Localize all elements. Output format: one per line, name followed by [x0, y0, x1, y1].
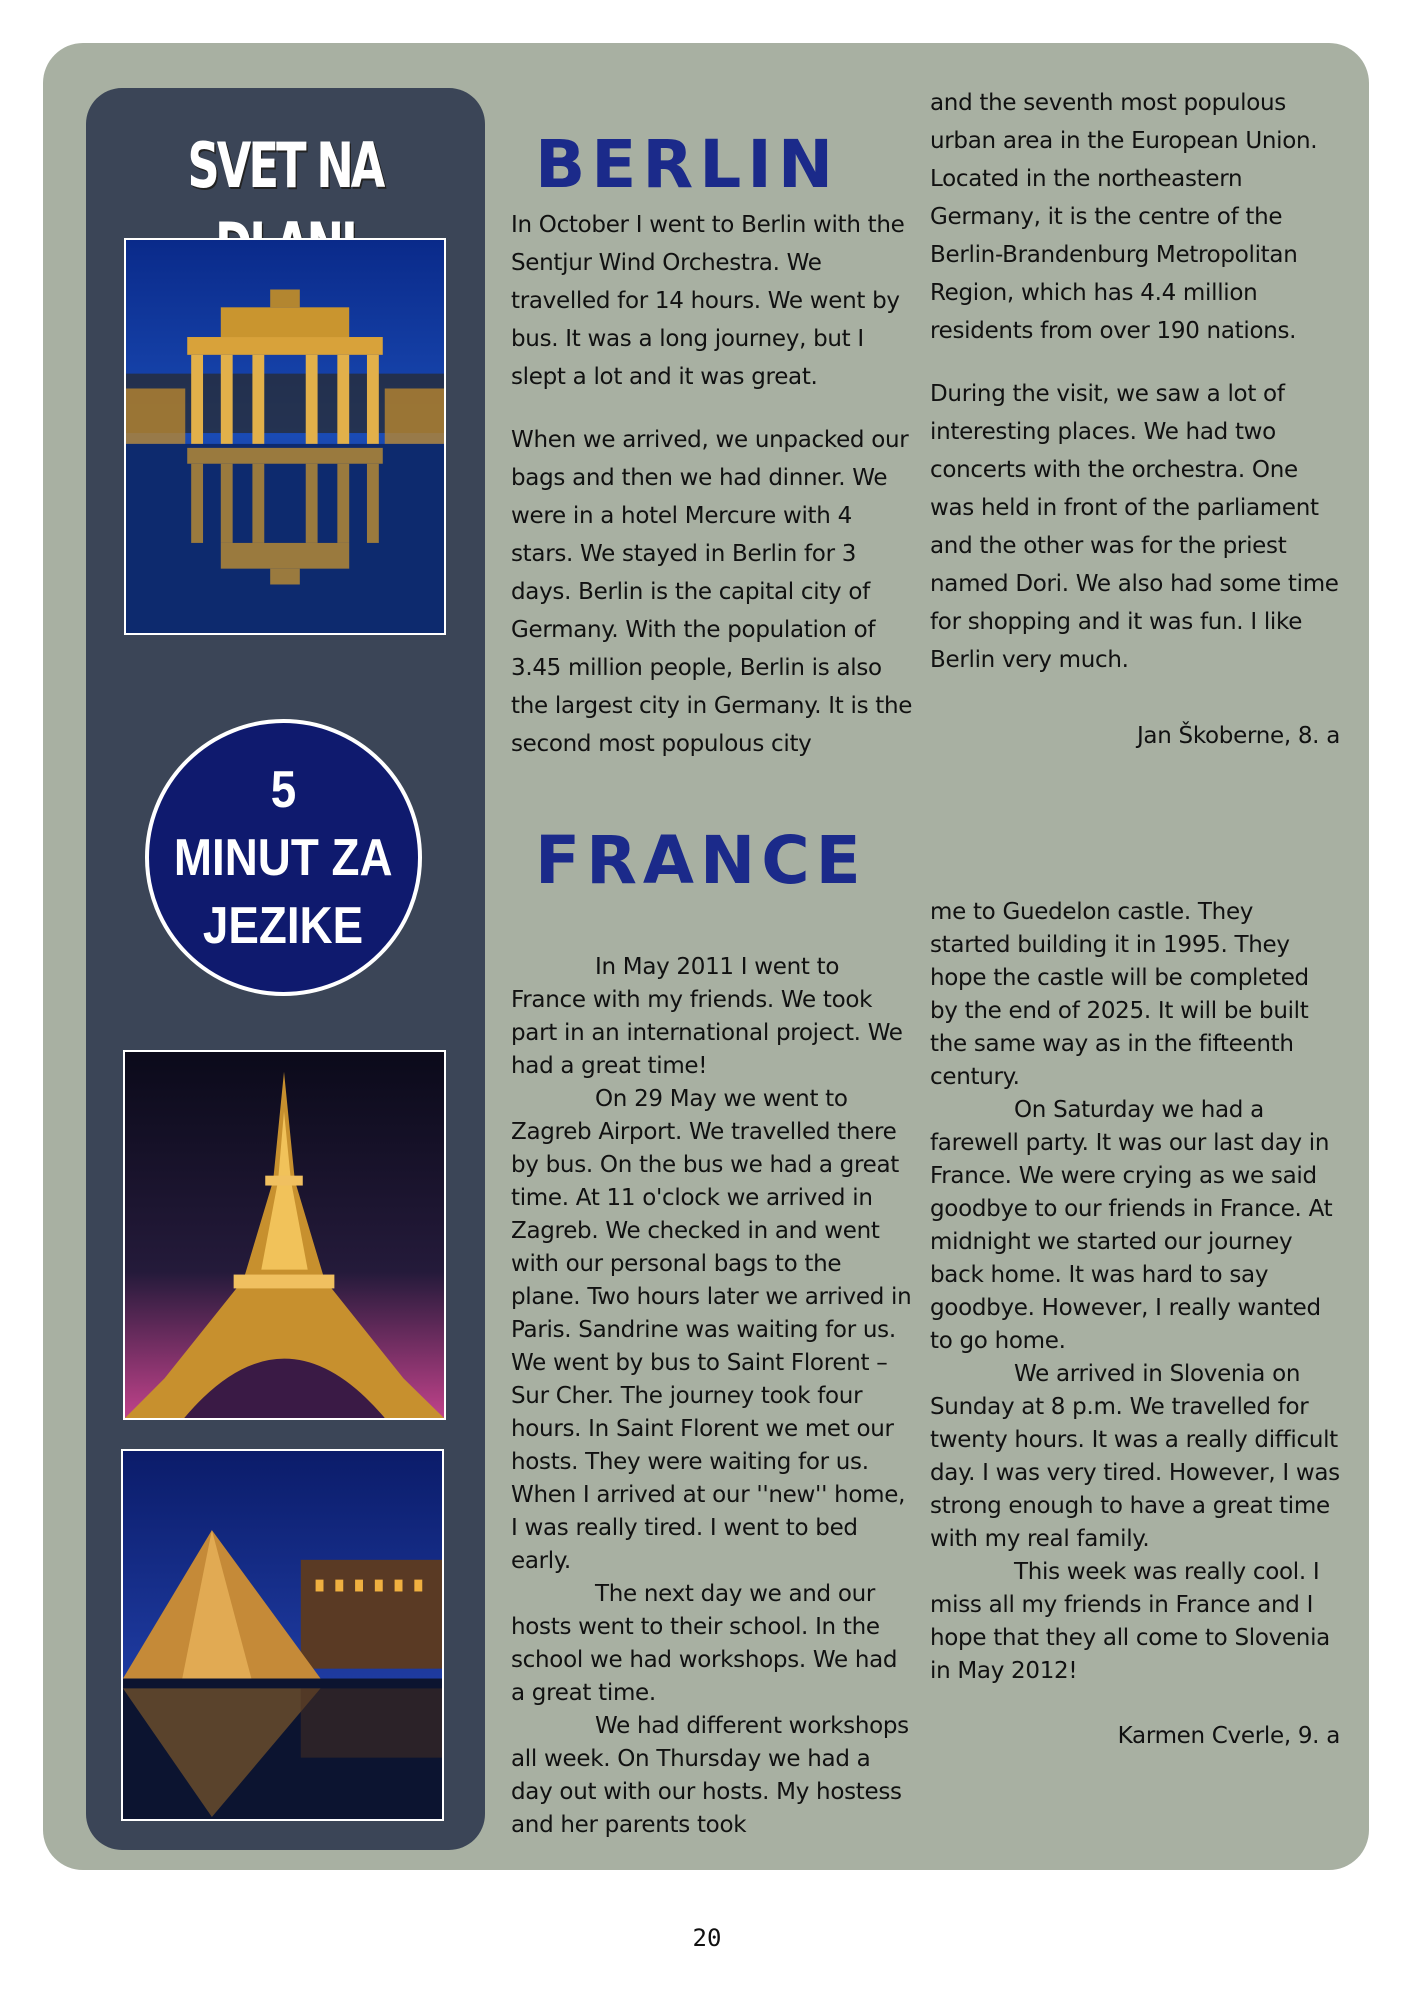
author: Jan Škoberne, 8. a — [1136, 723, 1340, 749]
paragraph: On Saturday we had a farewell party. It was our last day in France. We were crying as we said goodbye to our friends in France. At midnight we started our journey back home. It was hard to say goodbye. However, I really wanted to go home. — [930, 1097, 1333, 1354]
berlin-headline: BERLIN — [535, 126, 840, 203]
france-headline: FRANCE — [535, 822, 867, 899]
paragraph: On 29 May we went to Zagreb Airport. We travelled there by bus. On the bus we had a great time. At 11 o'clock we arrived in Zagreb. We checked in and went with our personal bags to the plane. Two hours later we arrived in Paris. Sandrine was waiting for us. We went by bus to Saint Florent – Sur Cher. The journey took four hours. In Saint Florent we met our hosts. They were waiting for us. When I arrived at our ''new'' home, I was really tired. I went to bed early. — [511, 1086, 912, 1574]
paragraph: The next day we and our hosts went to their school. In the school we had workshops. We had a great time. — [511, 1581, 898, 1706]
paragraph: We arrived in Slovenia on Sunday at 8 p.m. We travelled for twenty hours. It was a really difficult day. I was very tired. However, I was strong enough to have a great time with my real family. — [930, 1361, 1340, 1552]
eiffel-tower-photo — [123, 1050, 446, 1420]
paragraph: We had different workshops all week. On Thursday we had a day out with our hosts. My hostess and her parents took — [511, 1713, 909, 1838]
berlin-right-column — [930, 84, 1340, 755]
badge-line: JEZIKE — [203, 896, 364, 955]
louvre-pyramid-photo — [121, 1449, 444, 1821]
brandenburg-gate-photo — [124, 238, 446, 635]
page-number: 20 — [692, 1924, 722, 1952]
france-left-column — [511, 951, 916, 1842]
berlin-left-column — [511, 206, 916, 763]
badge-line: MINUT ZA — [174, 828, 393, 887]
badge-line: 5 — [270, 760, 297, 819]
paragraph: When we arrived, we unpacked our bags and then we had dinner. We were in a hotel Mercure with 4 stars. We stayed in Berlin for 3 days. Berlin is the capital city of Germany. With the population of 3.45 million people, Berlin is also the largest city in Germany. It is the second most populous city — [511, 427, 913, 757]
paragraph: This week was really cool. I miss all my friends in France and I hope that they all come to Slovenia in May 2012! — [930, 1559, 1330, 1684]
paragraph: During the visit, we saw a lot of interesting places. We had two concerts with the orchestra. One was held in front of the parliament and the other was for the priest named Dori. We also had some time for shopping and it was fun. I like Berlin very much. — [930, 381, 1339, 673]
paragraph: me to Guedelon castle. They started building it in 1995. They hope the castle will be completed by the end of 2025. It will be built the same way as in the fifteenth century. — [930, 899, 1309, 1090]
paragraph: In October I went to Berlin with the Sentjur Wind Orchestra. We travelled for 14 hours. We went by bus. It was a long journey, but I slept a lot and it was great. — [511, 212, 905, 390]
france-right-column — [930, 896, 1340, 1753]
paragraph: and the seventh most populous urban area in the European Union. Located in the northeastern Germany, it is the centre of the Berlin-Brandenburg Metropolitan Region, which has 4.4 million residents from over 190 nations. — [930, 90, 1318, 344]
paragraph: In May 2011 I went to France with my friends. We took part in an international project. We had a great time! — [511, 954, 903, 1079]
five-minutes-badge — [145, 719, 422, 996]
section-title: SVET NA — [187, 129, 383, 202]
author: Karmen Cverle, 9. a — [1117, 1723, 1340, 1749]
